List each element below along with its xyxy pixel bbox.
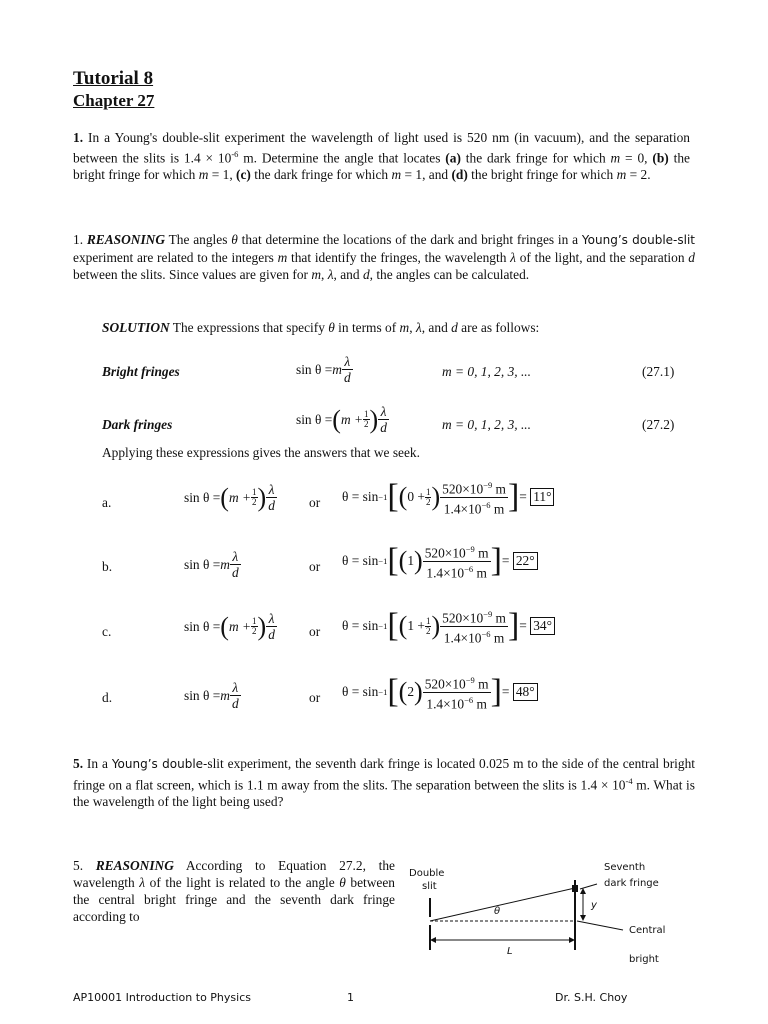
dark-m-range: m = 0, 1, 2, 3, ... (442, 417, 532, 432)
solution-5-reasoning: 5. REASONING According to Equation 27.2, the wavelength λ of the light is related to the angle θ between the central bright fringe and the seventh dark fringe according to (73, 858, 395, 924)
part-c-solution: θ = sin −1 [ ( 1 + $\frac{1}{2}$ ) $\frac{520\times 10^{-9} m}{1.4\times 10^{-6} m}$ ] = 34° (342, 607, 555, 645)
footer-course: AP10001 Introduction to Physics (73, 991, 251, 1004)
applying-text: Applying these expressions gives the answers that we seek. (102, 445, 420, 460)
part-c-label: c. (102, 624, 112, 639)
bright-m-range: m = 0, 1, 2, 3, ... (442, 364, 532, 379)
part-c-equation: sin θ = ( m + $\frac{1}{2}$ ) $\frac{\lambda}{d}$ (184, 611, 275, 642)
bright-fringes-label: Bright fringes (102, 364, 180, 379)
dark-fringe-equation: sin θ = ( m + $\frac{1}{2}$ ) $\frac{\lambda}{d}$ (296, 404, 387, 435)
chapter-title: Chapter 27 (73, 91, 155, 110)
question-1: 1. In a Young's double-slit experiment the wavelength of light used is 520 nm (in vacuum), and the separation between the slits is $1.4 \times 10^{-6}$ m. Determine the angle that locates (a) the dark fringe for which m = 0, (b) the bright fringe for which m = 1, (c) the dark fringe for which m = 1, and (d) the bright fringe for which m = 2. (73, 130, 690, 183)
part-a-label: a. (102, 495, 112, 510)
diagram-bright-label: bright (629, 954, 659, 965)
part-d-label: d. (102, 690, 113, 705)
part-d-answer: 48° (513, 683, 538, 701)
part-b-solution: θ = sin −1 [ ( 1 ) $\frac{520\times 10^{-9} m}{1.4\times 10^{-6} m}$ ] = 22° (342, 542, 538, 580)
diagram-theta-label: θ (494, 906, 501, 917)
part-c-or: or (309, 624, 321, 639)
diagram-L-label: L (507, 946, 513, 957)
eq-27-1: (27.1) (642, 364, 675, 379)
diagram-dark-fringe-label: dark fringe (604, 878, 659, 889)
part-b-answer: 22° (513, 552, 538, 570)
eq-27-2: (27.2) (642, 417, 675, 432)
solution-1-reasoning: 1. REASONING The angles θ that determine the locations of the dark and bright fringes in a Young’s double-slit experiment are related to the integers m that identify the fringes, the wavelength λ of the light, and the separation d between the slits. Since values are given for m, λ, and d, the angles can be calculated. (73, 232, 696, 282)
part-d-equation: sin θ = m $\frac{\lambda}{d}$ (184, 680, 239, 711)
footer-page-number: 1 (347, 991, 354, 1004)
diagram-slit-label: slit (422, 881, 437, 892)
double-slit-diagram (405, 858, 695, 970)
diagram-seventh-label: Seventh (604, 862, 646, 873)
q1-number: 1. (73, 130, 84, 145)
part-a-or: or (309, 495, 321, 510)
tutorial-title: Tutorial 8 (73, 68, 154, 89)
bright-fringe-equation: sin θ = m $\frac{\lambda}{d}$ (296, 354, 351, 385)
part-b-equation: sin θ = m $\frac{\lambda}{d}$ (184, 549, 239, 580)
part-b-label: b. (102, 559, 113, 574)
dark-fringes-label: Dark fringes (102, 417, 173, 432)
part-a-equation: sin θ = ( m + $\frac{1}{2}$ ) $\frac{\lambda}{d}$ (184, 482, 275, 513)
diagram-y-label: y (591, 900, 597, 911)
diagram-double-label: Double (409, 868, 445, 879)
q5-number: 5. (73, 756, 84, 771)
diagram-central-label: Central (629, 925, 666, 936)
part-b-or: or (309, 559, 321, 574)
footer-author: Dr. S.H. Choy (555, 991, 628, 1004)
part-a-answer: 11° (530, 488, 554, 506)
part-d-or: or (309, 690, 321, 705)
question-5: 5. In a Young’s double-slit experiment, the seventh dark fringe is located 0.025 m to the side of the central bright fringe on a flat screen, which is 1.1 m away from the slits. The separation between the slits is $1.4 \times 10^{-4}$ m. What is the wavelength of the light being used? (73, 756, 695, 810)
part-c-answer: 34° (530, 617, 555, 635)
part-a-solution: θ = sin −1 [ ( 0 + $\frac{1}{2}$ ) $\frac{520\times 10^{-9} m}{1.4\times 10^{-6} m}$ ] = 11° (342, 478, 554, 516)
solution-1-intro: SOLUTION The expressions that specify θ in terms of m, λ, and d are as follows: (102, 320, 540, 335)
part-d-solution: θ = sin −1 [ ( 2 ) $\frac{520\times 10^{-9} m}{1.4\times 10^{-6} m}$ ] = 48° (342, 673, 538, 711)
